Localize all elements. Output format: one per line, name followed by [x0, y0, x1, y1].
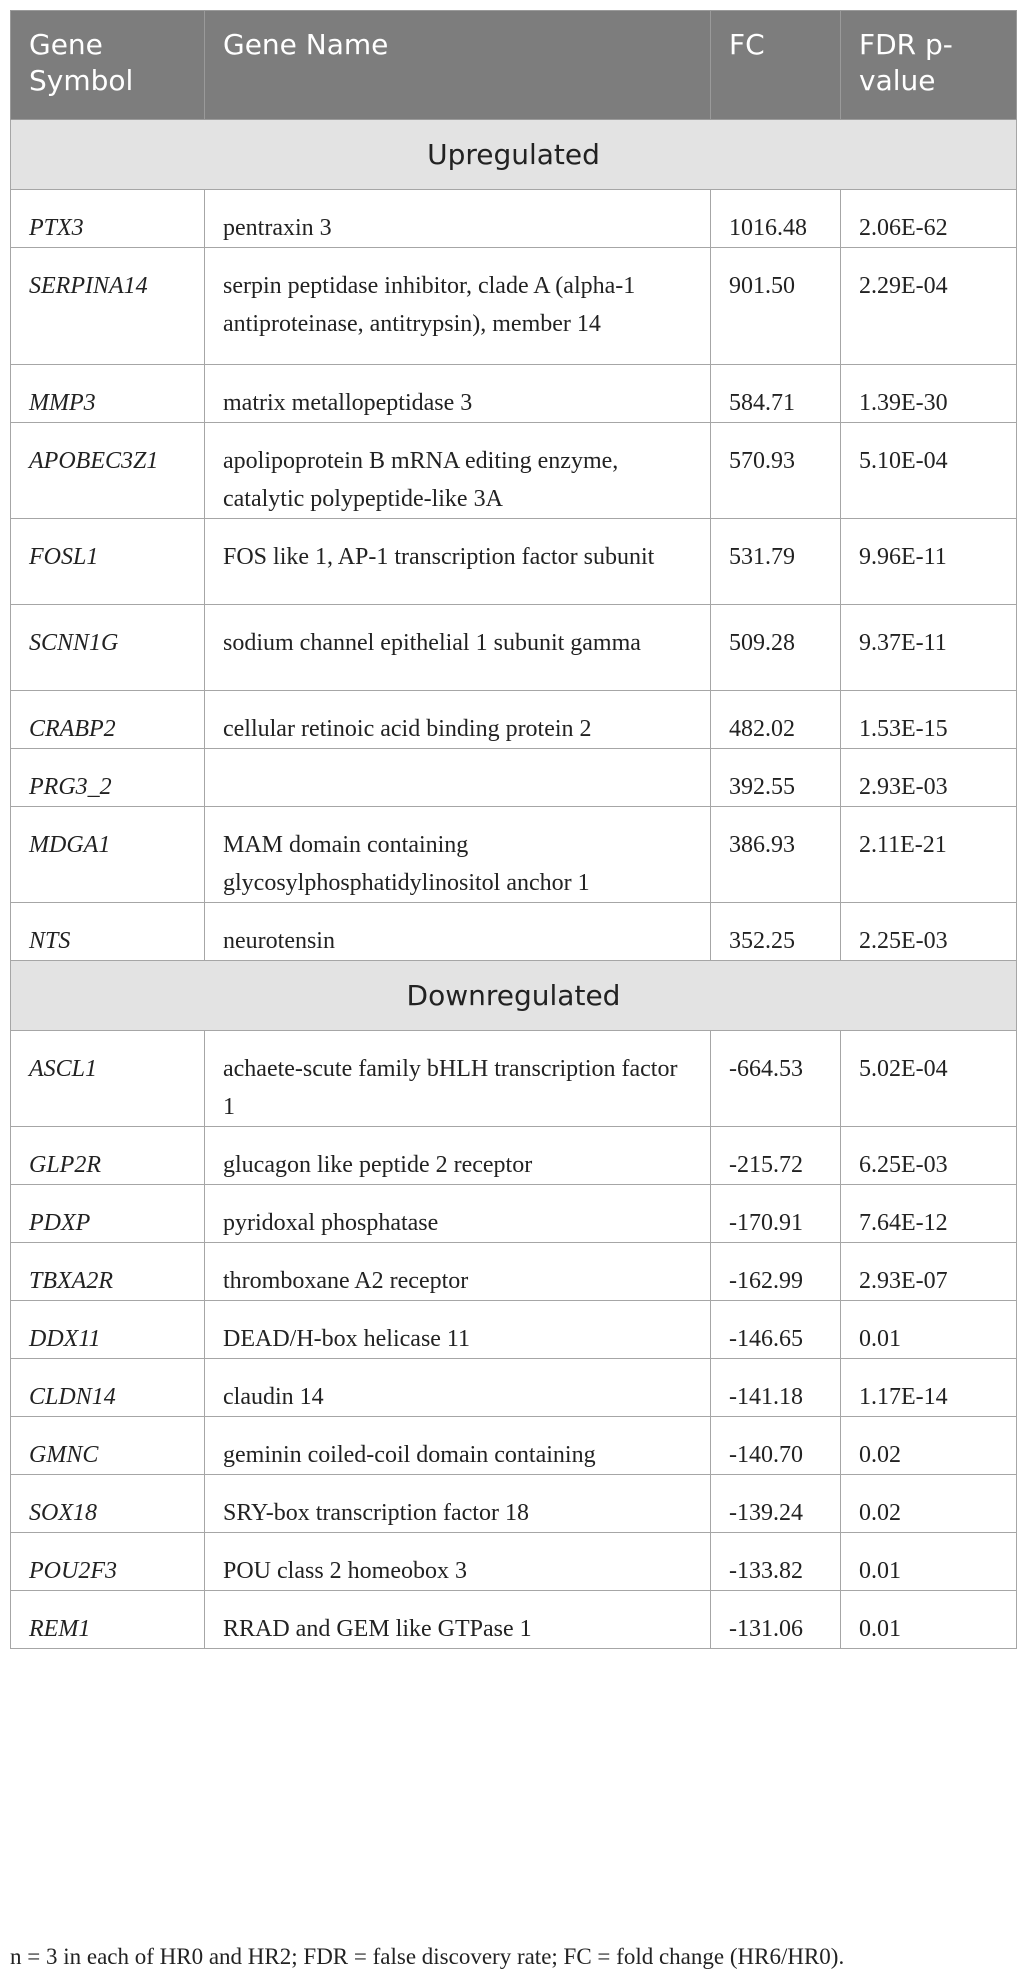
section-header-row: [11, 120, 1017, 190]
fdr-p-value-cell: 7.64E-12: [841, 1185, 1017, 1243]
fold-change-cell: -133.82: [711, 1533, 841, 1591]
gene-symbol-cell: POU2F3: [11, 1533, 205, 1591]
gene-symbol-cell: ASCL1: [11, 1031, 205, 1127]
header-fc: FC: [711, 11, 841, 120]
table-row: [11, 1031, 1017, 1127]
fdr-p-value-cell: 1.17E-14: [841, 1359, 1017, 1417]
gene-symbol-cell: CRABP2: [11, 691, 205, 749]
gene-symbol-cell: SCNN1G: [11, 605, 205, 691]
gene-symbol-cell: FOSL1: [11, 519, 205, 605]
fdr-p-value-cell: 6.25E-03: [841, 1127, 1017, 1185]
gene-symbol-cell: GLP2R: [11, 1127, 205, 1185]
gene-symbol-cell: PDXP: [11, 1185, 205, 1243]
table-row: [11, 248, 1017, 365]
gene-name-cell: DEAD/H-box helicase 11: [205, 1301, 711, 1359]
gene-symbol-cell: TBXA2R: [11, 1243, 205, 1301]
fold-change-cell: 584.71: [711, 365, 841, 423]
gene-name-cell: thromboxane A2 receptor: [205, 1243, 711, 1301]
table-row: [11, 1591, 1017, 1649]
gene-table-container: [10, 10, 1016, 1649]
gene-symbol-cell: APOBEC3Z1: [11, 423, 205, 519]
gene-symbol-cell: GMNC: [11, 1417, 205, 1475]
fold-change-cell: 509.28: [711, 605, 841, 691]
table-row: [11, 1475, 1017, 1533]
fdr-p-value-cell: 1.53E-15: [841, 691, 1017, 749]
fdr-p-value-cell: 0.01: [841, 1301, 1017, 1359]
table-row: [11, 1185, 1017, 1243]
fold-change-cell: -170.91: [711, 1185, 841, 1243]
table-row: [11, 1533, 1017, 1591]
header-gene-symbol: Gene Symbol: [11, 11, 205, 120]
table-row: [11, 1417, 1017, 1475]
fold-change-cell: 531.79: [711, 519, 841, 605]
gene-name-cell: POU class 2 homeobox 3: [205, 1533, 711, 1591]
fold-change-cell: 352.25: [711, 903, 841, 961]
fdr-p-value-cell: 2.06E-62: [841, 190, 1017, 248]
fold-change-cell: -131.06: [711, 1591, 841, 1649]
section-label: Downregulated: [11, 961, 1017, 1031]
fold-change-cell: -215.72: [711, 1127, 841, 1185]
gene-name-cell: pentraxin 3: [205, 190, 711, 248]
fdr-p-value-cell: 9.37E-11: [841, 605, 1017, 691]
table-row: [11, 365, 1017, 423]
fold-change-cell: -141.18: [711, 1359, 841, 1417]
table-header: [11, 11, 1017, 120]
gene-name-cell: claudin 14: [205, 1359, 711, 1417]
fold-change-cell: 386.93: [711, 807, 841, 903]
gene-name-cell: cellular retinoic acid binding protein 2: [205, 691, 711, 749]
header-fdr-p-value: FDR p-value: [841, 11, 1017, 120]
gene-symbol-cell: MMP3: [11, 365, 205, 423]
fdr-p-value-cell: 2.29E-04: [841, 248, 1017, 365]
gene-name-cell: matrix metallopeptidase 3: [205, 365, 711, 423]
fold-change-cell: 570.93: [711, 423, 841, 519]
gene-name-cell: glucagon like peptide 2 receptor: [205, 1127, 711, 1185]
table-body: [11, 120, 1017, 1649]
fold-change-cell: -146.65: [711, 1301, 841, 1359]
gene-symbol-cell: PRG3_2: [11, 749, 205, 807]
fold-change-cell: -162.99: [711, 1243, 841, 1301]
fdr-p-value-cell: 0.01: [841, 1533, 1017, 1591]
gene-symbol-cell: MDGA1: [11, 807, 205, 903]
fdr-p-value-cell: 5.02E-04: [841, 1031, 1017, 1127]
table-row: [11, 1301, 1017, 1359]
table-row: [11, 519, 1017, 605]
gene-symbol-cell: PTX3: [11, 190, 205, 248]
table-row: [11, 423, 1017, 519]
fdr-p-value-cell: 0.02: [841, 1475, 1017, 1533]
gene-name-cell: SRY-box transcription factor 18: [205, 1475, 711, 1533]
gene-expression-table: [10, 10, 1017, 1649]
table-row: [11, 691, 1017, 749]
gene-symbol-cell: SOX18: [11, 1475, 205, 1533]
fdr-p-value-cell: 2.93E-07: [841, 1243, 1017, 1301]
header-row: [11, 11, 1017, 120]
section-header-row: [11, 961, 1017, 1031]
fold-change-cell: -664.53: [711, 1031, 841, 1127]
gene-name-cell: serpin peptidase inhibitor, clade A (alpha-1 antiproteinase, antitrypsin), member 14: [205, 248, 711, 365]
gene-name-cell: apolipoprotein B mRNA editing enzyme, catalytic polypeptide-like 3A: [205, 423, 711, 519]
section-label: Upregulated: [11, 120, 1017, 190]
gene-name-cell: MAM domain containing glycosylphosphatidylinositol anchor 1: [205, 807, 711, 903]
gene-name-cell: RRAD and GEM like GTPase 1: [205, 1591, 711, 1649]
gene-symbol-cell: SERPINA14: [11, 248, 205, 365]
table-row: [11, 1359, 1017, 1417]
fold-change-cell: 392.55: [711, 749, 841, 807]
gene-name-cell: achaete-scute family bHLH transcription factor 1: [205, 1031, 711, 1127]
table-row: [11, 190, 1017, 248]
fold-change-cell: 901.50: [711, 248, 841, 365]
gene-symbol-cell: REM1: [11, 1591, 205, 1649]
header-gene-name: Gene Name: [205, 11, 711, 120]
fold-change-cell: 482.02: [711, 691, 841, 749]
table-footnote: n = 3 in each of HR0 and HR2; FDR = false discovery rate; FC = fold change (HR6/HR0).: [10, 1944, 845, 1969]
gene-symbol-cell: DDX11: [11, 1301, 205, 1359]
gene-symbol-cell: CLDN14: [11, 1359, 205, 1417]
fdr-p-value-cell: 0.01: [841, 1591, 1017, 1649]
fold-change-cell: -140.70: [711, 1417, 841, 1475]
fdr-p-value-cell: 0.02: [841, 1417, 1017, 1475]
gene-symbol-cell: NTS: [11, 903, 205, 961]
fdr-p-value-cell: 5.10E-04: [841, 423, 1017, 519]
gene-name-cell: FOS like 1, AP-1 transcription factor subunit: [205, 519, 711, 605]
gene-name-cell: geminin coiled-coil domain containing: [205, 1417, 711, 1475]
fold-change-cell: 1016.48: [711, 190, 841, 248]
table-row: [11, 807, 1017, 903]
table-row: [11, 903, 1017, 961]
fold-change-cell: -139.24: [711, 1475, 841, 1533]
gene-name-cell: pyridoxal phosphatase: [205, 1185, 711, 1243]
gene-name-cell: sodium channel epithelial 1 subunit gamma: [205, 605, 711, 691]
gene-name-cell: neurotensin: [205, 903, 711, 961]
table-row: [11, 1243, 1017, 1301]
fdr-p-value-cell: 2.25E-03: [841, 903, 1017, 961]
fdr-p-value-cell: 9.96E-11: [841, 519, 1017, 605]
table-row: [11, 1127, 1017, 1185]
fdr-p-value-cell: 1.39E-30: [841, 365, 1017, 423]
table-row: [11, 605, 1017, 691]
fdr-p-value-cell: 2.11E-21: [841, 807, 1017, 903]
fdr-p-value-cell: 2.93E-03: [841, 749, 1017, 807]
table-row: [11, 749, 1017, 807]
gene-name-cell: [205, 749, 711, 807]
